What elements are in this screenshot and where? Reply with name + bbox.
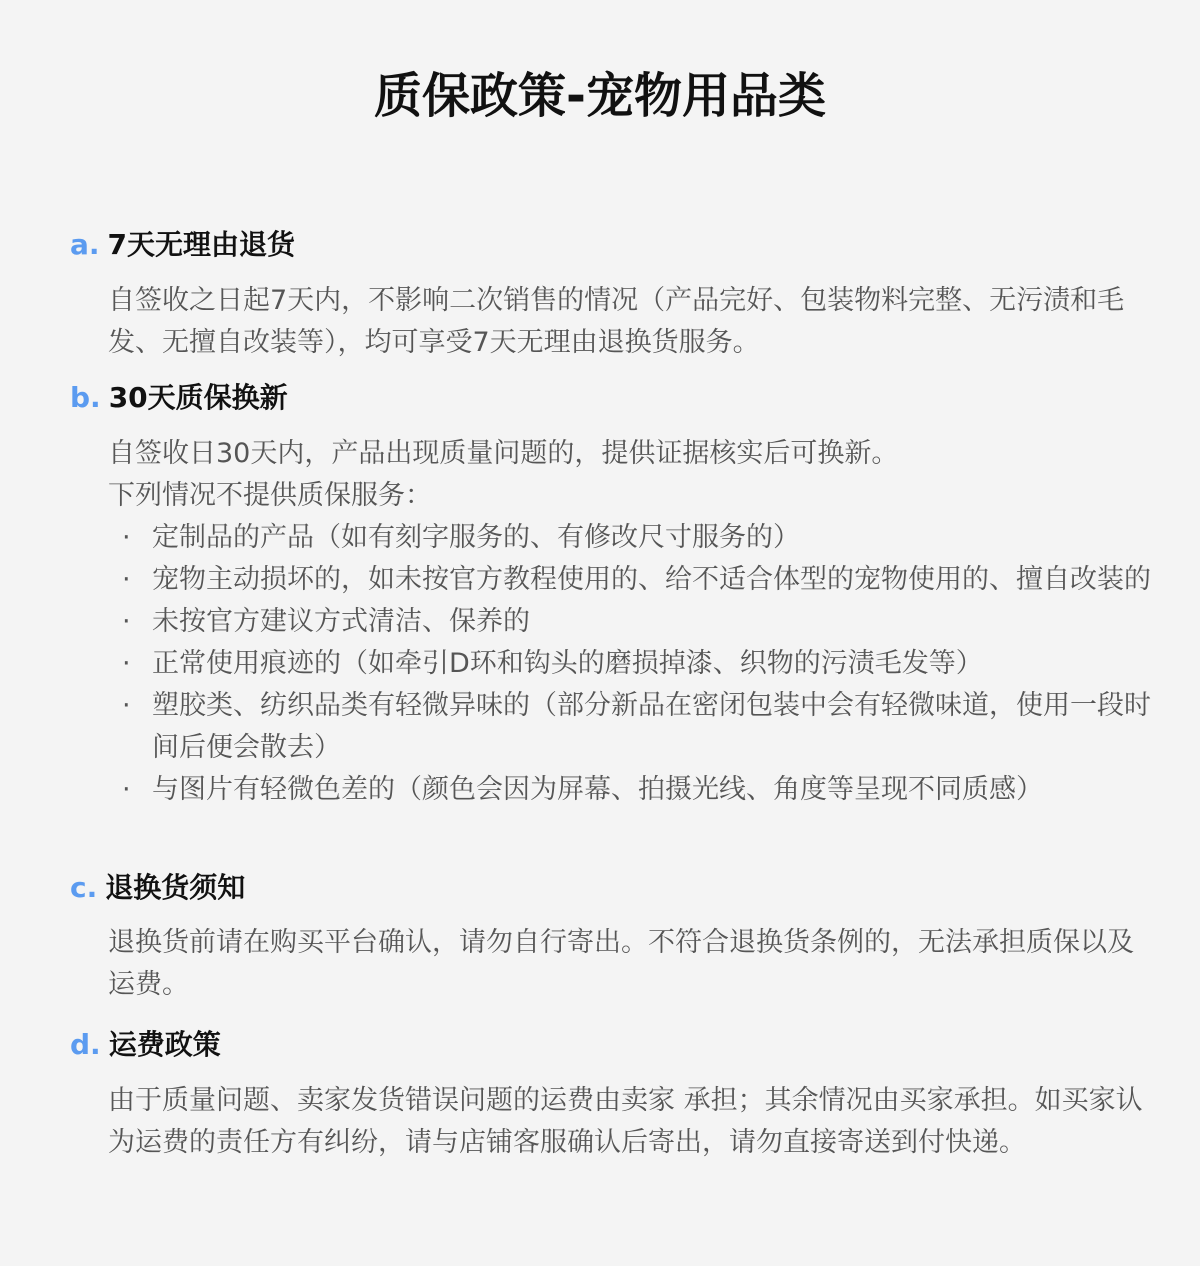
bullet-icon: · [122,648,131,679]
section-title-b: 30天质保换新 [108,381,288,414]
bullet-icon: · [122,564,131,595]
section-title-c: 退换货须知 [105,871,246,904]
bullet-icon: · [122,774,131,805]
bullet-icon: · [122,522,131,553]
list-item [120,769,1160,811]
section-title-d: 运费政策 [108,1028,221,1061]
section-b-paragraph-2: 下列情况不提供质保服务： [108,480,432,511]
section-title-a: 7天无理由退货 [107,228,296,261]
list-item-text: 定制品的产品（如有刻字服务的、有修改尺寸服务的） [152,522,800,553]
list-item-text: 宠物主动损坏的，如未按官方教程使用的、给不适合体型的宠物使用的、擅自改装的 [152,564,1151,595]
section-letter-a: a. [70,228,100,261]
section-heading-a [70,227,295,263]
bullet-icon: · [122,606,131,637]
section-letter-c: c. [70,871,98,904]
section-letter-b: b. [70,381,101,414]
exclusion-list [120,517,1160,811]
list-item-text: 塑胶类、纺织品类有轻微异味的（部分新品在密闭包装中会有轻微味道，使用一段时间后便会散去） [152,690,1151,763]
list-item-text: 未按官方建议方式清洁、保养的 [152,606,530,637]
list-item [120,517,1160,559]
section-b-paragraph-1: 自签收日30天内，产品出现质量问题的，提供证据核实后可换新。 [108,438,899,469]
section-a-paragraph: 自签收之日起7天内，不影响二次销售的情况（产品完好、包装物料完整、无污渍和毛发、无擅自改装等），均可享受7天无理由退换货服务。 [108,285,1125,358]
section-d-paragraph: 由于质量问题、卖家发货错误问题的运费由卖家 承担；其余情况由买家承担。如买家认为运费的责任方有纠纷，请与店铺客服确认后寄出，请勿直接寄送到付快递。 [108,1085,1143,1158]
list-item [120,601,1160,643]
list-item-text: 正常使用痕迹的（如牵引D环和钩头的磨损掉漆、织物的污渍毛发等） [152,648,983,679]
section-heading-d [70,1027,221,1063]
bullet-icon: · [122,690,131,721]
section-heading-c [70,870,245,906]
list-item-text: 与图片有轻微色差的（颜色会因为屏幕、拍摄光线、角度等呈现不同质感） [152,774,1043,805]
section-c-paragraph: 退换货前请在购买平台确认，请勿自行寄出。不符合退换货条例的，无法承担质保以及运费。 [108,927,1134,1000]
list-item [120,643,1160,685]
list-item [120,559,1160,601]
section-letter-d: d. [70,1028,101,1061]
section-heading-b [70,380,288,416]
list-item [120,685,1160,769]
page-title: 质保政策-宠物用品类 [374,68,826,124]
